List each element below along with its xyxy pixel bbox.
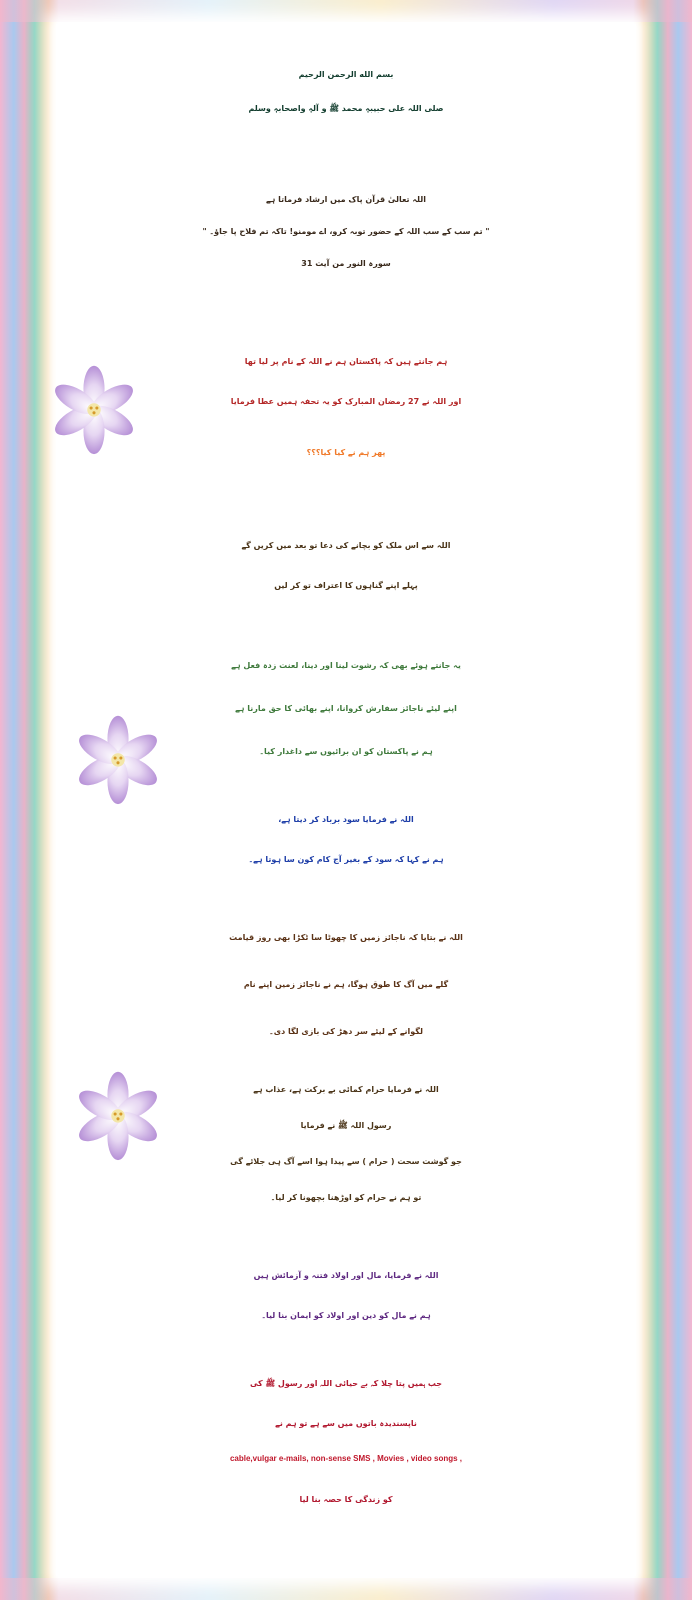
- durood-text: صلی اللہ علی حبیبہٖ محمد ﷺ و آلہٖ واصحابہٖ وسلم: [248, 104, 444, 113]
- verse-intro: اللہ تعالیٰ قرآن پاک میں ارشاد فرماتا ہے: [265, 195, 427, 204]
- paragraph-line: اور اللہ نے 27 رمضان المبارک کو یہ تحفہ ہمیں عطا فرمایا: [230, 397, 462, 406]
- flower-icon: [70, 1066, 166, 1162]
- paragraph-line: جب ہمیں پتا چلا کہ بے حیائی اللہ اور رسول ﷺ کی: [249, 1379, 443, 1388]
- verse-reference: سورہ النور من آیت 31: [301, 259, 391, 268]
- flower-icon: [46, 360, 142, 456]
- paragraph-line: اللہ نے فرمایا حرام کمائی بے برکت ہے، عذاب ہے: [253, 1085, 439, 1094]
- question-text: پھر ہم نے کیا کیا؟؟؟: [306, 448, 386, 457]
- paragraph-line: یہ جانتے ہوئے بھی کہ رشوت لینا اور دینا، لعنت زدہ فعل ہے: [231, 661, 461, 670]
- paragraph-line: پہلے اپنے گناہوں کا اعتراف تو کر لیں: [274, 581, 418, 590]
- paragraph-line: ہم نے پاکستان کو ان برائیوں سے داغدار کیا۔: [259, 747, 433, 756]
- paragraph-line: رسول اللہ ﷺ نے فرمایا: [300, 1121, 392, 1130]
- section-closing: [56, 1480, 636, 1520]
- header-invocation: [56, 58, 636, 126]
- paragraph-line: اللہ سے اس ملک کو بچانے کی دعا تو بعد میں کریں گے: [241, 541, 451, 550]
- quran-verse-block: [56, 184, 636, 280]
- paragraph-line: اپنے لیئے ناجائز سفارش کروانا، اپنے بھائی کا حق مارنا ہے: [235, 704, 457, 713]
- section-wealth: [56, 1256, 636, 1336]
- paragraph-line: اللہ نے فرمایا، مال اور اولاد فتنہ و آزمائش ہیں: [253, 1271, 439, 1280]
- closing-text: کو زندگی کا حصہ بنا لیا: [299, 1495, 393, 1504]
- decorative-border-top: [0, 0, 692, 22]
- english-text: cable,vulgar e-mails, non-sense SMS , Movies , video songs ,: [229, 1454, 463, 1463]
- paragraph-line: ہم جانتے ہیں کہ پاکستان ہم نے اللہ کے نام پر لیا تھا: [244, 357, 448, 366]
- paragraph-line: تو ہم نے حرام کو اوڑھنا بچھونا کر لیا۔: [270, 1193, 422, 1202]
- section-interest: [56, 800, 636, 880]
- paragraph-line: جو گوشت سحت ( حرام ) سے پیدا ہوا اسے آگ ہی جلائے گی: [230, 1157, 462, 1166]
- section-question: [56, 448, 636, 457]
- paragraph-line: ہم نے کہا کہ سود کے بغیر آج کام کون سا ہوتا ہے۔: [248, 855, 444, 864]
- paragraph-line: گلے میں آگ کا طوق ہوگا، ہم نے ناجائز زمین اپنے نام: [243, 980, 449, 989]
- decorative-border-bottom: [0, 1578, 692, 1600]
- flower-icon: [70, 710, 166, 806]
- section-pakistan: [56, 342, 636, 422]
- bismillah-text: بسم الله الرحمن الرحیم: [298, 70, 394, 79]
- paragraph-line: اللہ نے بتایا کہ ناجائز زمیں کا چھوٹا سا ٹکڑا بھی روز قیامت: [229, 933, 463, 942]
- paragraph-line: اللہ نے فرمایا سود برباد کر دیتا ہے،: [278, 815, 414, 824]
- paragraph-line: لگوانے کے لیئے سر دھڑ کی بازی لگا دی۔: [269, 1027, 423, 1036]
- paragraph-line: ہم نے مال کو دین اور اولاد کو ایمان بنا لیا۔: [261, 1311, 431, 1320]
- section-modesty: [56, 1364, 636, 1444]
- paragraph-line: ناپسندیدہ باتوں میں سے ہے تو ہم نے: [275, 1419, 417, 1428]
- verse-text: " تم سب کے سب اللہ کے حضور توبہ کرو، اے مومنو! تاکہ تم فلاح پا جاؤ۔ ": [202, 227, 490, 236]
- section-english-list: [56, 1446, 636, 1472]
- section-land: [56, 914, 636, 1055]
- section-dua: [56, 526, 636, 606]
